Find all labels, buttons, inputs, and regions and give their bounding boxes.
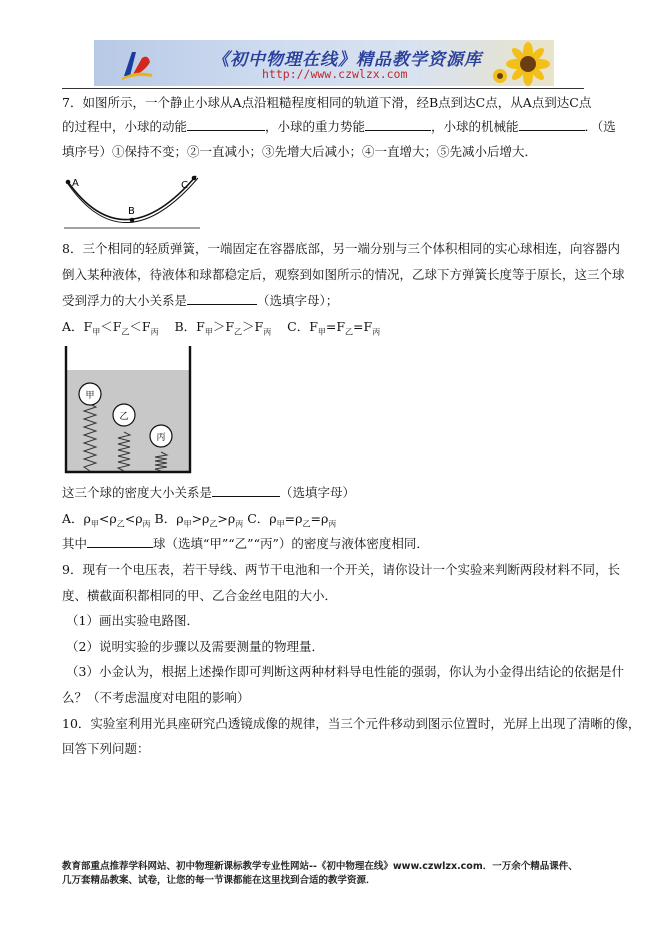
- q10-line2: 回答下列问题：: [62, 741, 150, 756]
- density-option-b: B．$\rho_甲>\rho_乙>\rho_丙$: [154, 511, 244, 529]
- q7-blank-kinetic: [187, 118, 265, 131]
- q9-line1: 9．现有一个电压表，若干导线、两节干电池和一个开关，请你设计一个实验来判断两段材料不同，长: [62, 562, 620, 577]
- ball-jia-label: 甲: [85, 391, 95, 401]
- q8-line4: [62, 484, 355, 502]
- header-banner: [94, 40, 554, 86]
- option-b: B．$F_甲>F_乙>F_丙$: [174, 319, 272, 337]
- sunflower-image: [490, 42, 550, 86]
- page-footer: [62, 860, 578, 888]
- site-logo-icon: [120, 48, 154, 80]
- q7-line3: 填序号）①保持不变；②一直减小；③先增大后减小；④一直增大；⑤先减小后增大．: [62, 144, 538, 159]
- point-a: [66, 180, 71, 185]
- point-c: [192, 176, 197, 181]
- q8-container-diagram: [62, 344, 194, 474]
- label-a: A: [72, 178, 79, 189]
- q8-line3: [62, 292, 338, 310]
- q7-blank-potential: [365, 118, 431, 131]
- q8-buoyancy-options: [62, 318, 380, 342]
- ball-bing-label: 丙: [156, 433, 166, 443]
- q9-part3-a: （3）小金认为，根据上述操作即可判断这两种材料导电性能的强弱，你认为小金得出结论的依据是什: [66, 664, 624, 679]
- q7-track-diagram: [62, 168, 204, 232]
- q8-density-text-b: （选填字母）: [280, 485, 356, 500]
- q8-text-a: 受到浮力的大小关系是: [62, 293, 188, 308]
- q8-blank-buoyancy: [187, 292, 257, 305]
- q9-part3-b: 么？（不考虑温度对电阻的影响）: [62, 690, 250, 705]
- q7-text-c: ，小球的机械能: [431, 119, 519, 134]
- ball-yi-label: 乙: [119, 412, 129, 422]
- q7-line1: 7．如图所示，一个静止小球从A点沿粗糙程度相同的轨道下滑，经B点到达C点，从A点到达C点: [62, 95, 592, 110]
- q7-text-d: ．（选: [584, 119, 616, 134]
- header-rule: [62, 88, 584, 89]
- point-b: [130, 218, 135, 223]
- option-c: C．$F_甲=F_乙=F_丙$: [287, 319, 381, 337]
- q7-text-b: ，小球的重力势能: [265, 119, 366, 134]
- q8-blank-density: [212, 484, 280, 497]
- q9-part1: （1）画出实验电路图．: [66, 613, 199, 628]
- density-option-c: C．$\rho_甲=\rho_乙=\rho_丙$: [247, 511, 337, 529]
- q8-density-text-a: 这三个球的密度大小关系是: [62, 485, 213, 500]
- q8-density-options: [62, 510, 336, 534]
- density-option-a: A．$\rho_甲<\rho_乙<\rho_丙$: [62, 511, 151, 529]
- q7-line2: [62, 118, 616, 136]
- q8-which-text-b: 球（选填“甲”“乙”“丙”）的密度与液体密度相同．: [153, 536, 429, 551]
- q8-line5: [62, 535, 429, 553]
- label-c: C: [181, 180, 188, 191]
- q8-text-b: （选填字母）；: [257, 293, 339, 308]
- q7-text-a: 的过程中，小球的动能: [62, 119, 188, 134]
- q8-line1: 8．三个相同的轻质弹簧，一端固定在容器底部，另一端分别与三个体积相同的实心球相连，向容器内: [62, 241, 620, 256]
- footer-line2: 几万套精品教案、试卷，让您的每一节课都能在这里找到合适的教学资源．: [62, 875, 376, 886]
- label-b: B: [128, 206, 135, 217]
- q9-line2: 度、横截面积都相同的甲、乙合金丝电阻的大小．: [62, 588, 338, 603]
- q8-blank-ball: [87, 535, 153, 548]
- footer-line1: 教育部重点推荐学科网站、初中物理新课标教学专业性网站--《初中物理在线》www.czwlzx.com．一万余个精品课件、: [62, 861, 578, 872]
- q9-part2: （2）说明实验的步骤以及需要测量的物理量．: [66, 639, 324, 654]
- banner-title: 《初中物理在线》精品教学资源库: [212, 50, 482, 70]
- q8-which-text-a: 其中: [62, 536, 88, 551]
- option-a: A．$F_甲<F_乙<F_丙$: [62, 319, 159, 337]
- banner-url: http://www.czwlzx.com: [262, 67, 408, 81]
- q8-line2: 倒入某种液体，待液体和球都稳定后，观察到如图所示的情况，乙球下方弹簧长度等于原长，这三个球: [62, 267, 625, 282]
- q10-line1: 10．实验室利用光具座研究凸透镜成像的规律，当三个元件移动到图示位置时，光屏上出现了清晰的像，: [62, 716, 641, 731]
- q7-blank-mechanical: [519, 118, 585, 131]
